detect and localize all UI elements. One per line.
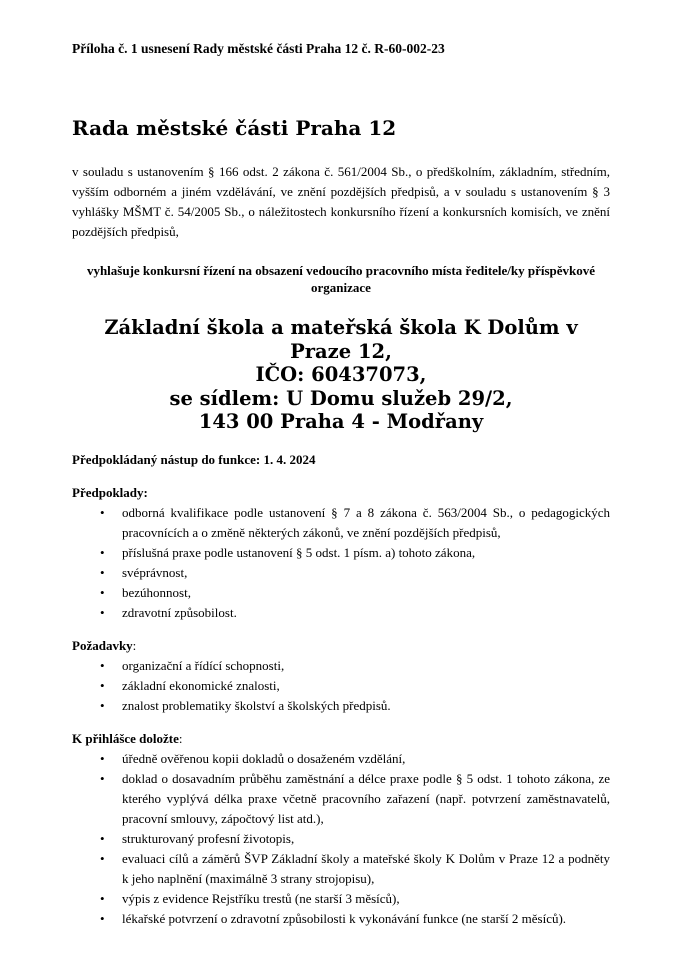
bullet-list (72, 749, 610, 929)
list-item (100, 543, 610, 563)
bullet-icon: • (100, 604, 105, 620)
section-heading (72, 729, 610, 749)
section-heading-bold: Předpoklady: (72, 484, 148, 500)
bullet-icon: • (100, 504, 105, 520)
list-item-text: zdravotní způsobilost. (122, 604, 237, 620)
section-pozadavky (72, 636, 610, 716)
bullet-icon: • (100, 910, 105, 926)
section-heading-bold: Požadavky (72, 637, 133, 653)
list-item-text: bezúhonnost, (122, 584, 191, 600)
list-item-text: strukturovaný profesní životopis, (122, 830, 295, 846)
list-item-text: doklad o dosavadním průběhu zaměstnání a délce praxe podle § 5 odst. 1 tohoto zákona, ze kterého vyplývá délka praxe včetně pracovního zařazení (např. potvrzení zaměstnavatelů, pracovní smlouvy, zápočtový list atd.), (122, 770, 610, 826)
bullet-icon: • (100, 830, 105, 846)
section-heading-rest: : (178, 730, 183, 746)
list-item (100, 676, 610, 696)
bullet-icon: • (100, 657, 105, 673)
list-item (100, 696, 610, 716)
attachment-header: Příloha č. 1 usnesení Rady městské části Praha 12 č. R-60-002-23 (72, 41, 445, 56)
list-item (100, 563, 610, 583)
list-item (100, 909, 610, 929)
start-date-line: Předpokládaný nástup do funkce: 1. 4. 2024 (72, 451, 316, 467)
intro-paragraph: v souladu s ustanovením § 166 odst. 2 zákona č. 561/2004 Sb., o předškolním, základním, středním, vyšším odborném a jiném vzdělávání, ve znění pozdějších předpisů, a v souladu s ustanovením § 3 vyhlášky MŠMT č. 54/2005 Sb., o náležitostech konkursního řízení a konkursních komisích, ve znění pozdějších předpisů, (72, 164, 610, 239)
list-item-text: evaluaci cílů a záměrů ŠVP Základní školy a mateřské školy K Dolům v Praze 12 a podněty k jeho naplnění (maximálně 3 strany strojopisu), (122, 850, 610, 886)
list-item-text: organizační a řídící schopnosti, (122, 657, 285, 673)
list-item (100, 769, 610, 829)
school-ico-line: IČO: 60437073, (255, 363, 427, 386)
list-item (100, 503, 610, 543)
school-heading (72, 316, 610, 434)
bullet-icon: • (100, 850, 105, 866)
section-k-prihlasce-dolozte (72, 729, 610, 929)
list-item (100, 656, 610, 676)
school-address-line: se sídlem: U Domu služeb 29/2, (169, 386, 513, 410)
school-name-line: Základní škola a mateřská škola K Dolům v Praze 12, (104, 316, 578, 363)
list-item-text: lékařské potvrzení o zdravotní způsobilosti k vykonávání funkce (ne starší 2 měsíců). (122, 910, 567, 926)
bullet-icon: • (100, 890, 105, 906)
bullet-icon: • (100, 770, 105, 786)
section-predpoklady (72, 483, 610, 623)
list-item-text: úředně ověřenou kopii dokladů o dosaženém vzdělání, (122, 750, 406, 766)
section-heading (72, 636, 610, 656)
bullet-icon: • (100, 697, 105, 713)
list-item (100, 829, 610, 849)
section-heading (72, 483, 610, 503)
section-heading-rest: : (132, 637, 137, 653)
list-item (100, 749, 610, 769)
list-item-text: znalost problematiky školství a školských předpisů. (122, 697, 391, 713)
bullet-icon: • (100, 750, 105, 766)
list-item (100, 603, 610, 623)
list-item (100, 849, 610, 889)
list-item-text: příslušná praxe podle ustanovení § 5 odst. 1 písm. a) tohoto zákona, (122, 544, 476, 560)
bullet-list (72, 656, 610, 716)
list-item (100, 583, 610, 603)
bullet-icon: • (100, 584, 105, 600)
section-heading-bold: K přihlášce doložte (72, 730, 179, 746)
list-item-text: svéprávnost, (122, 564, 188, 580)
bullet-icon: • (100, 677, 105, 693)
list-item-text: odborná kvalifikace podle ustanovení § 7 a 8 zákona č. 563/2004 Sb., o pedagogických pracovnících a o změně některých zákonů, ve znění pozdějších předpisů, (122, 504, 610, 540)
bullet-list (72, 503, 610, 623)
bullet-icon: • (100, 564, 105, 580)
school-city-line: 143 00 Praha 4 - Modřany (198, 410, 484, 433)
list-item-text: základní ekonomické znalosti, (122, 677, 280, 693)
list-item-text: výpis z evidence Rejstříku trestů (ne starší 3 měsíců), (122, 890, 400, 906)
page-title: Rada městské části Praha 12 (72, 116, 397, 140)
bullet-icon: • (100, 544, 105, 560)
list-item (100, 889, 610, 909)
announcement-paragraph: vyhlašuje konkursní řízení na obsazení vedoucího pracovního místa ředitele/ky příspěvkové organizace (86, 263, 596, 295)
